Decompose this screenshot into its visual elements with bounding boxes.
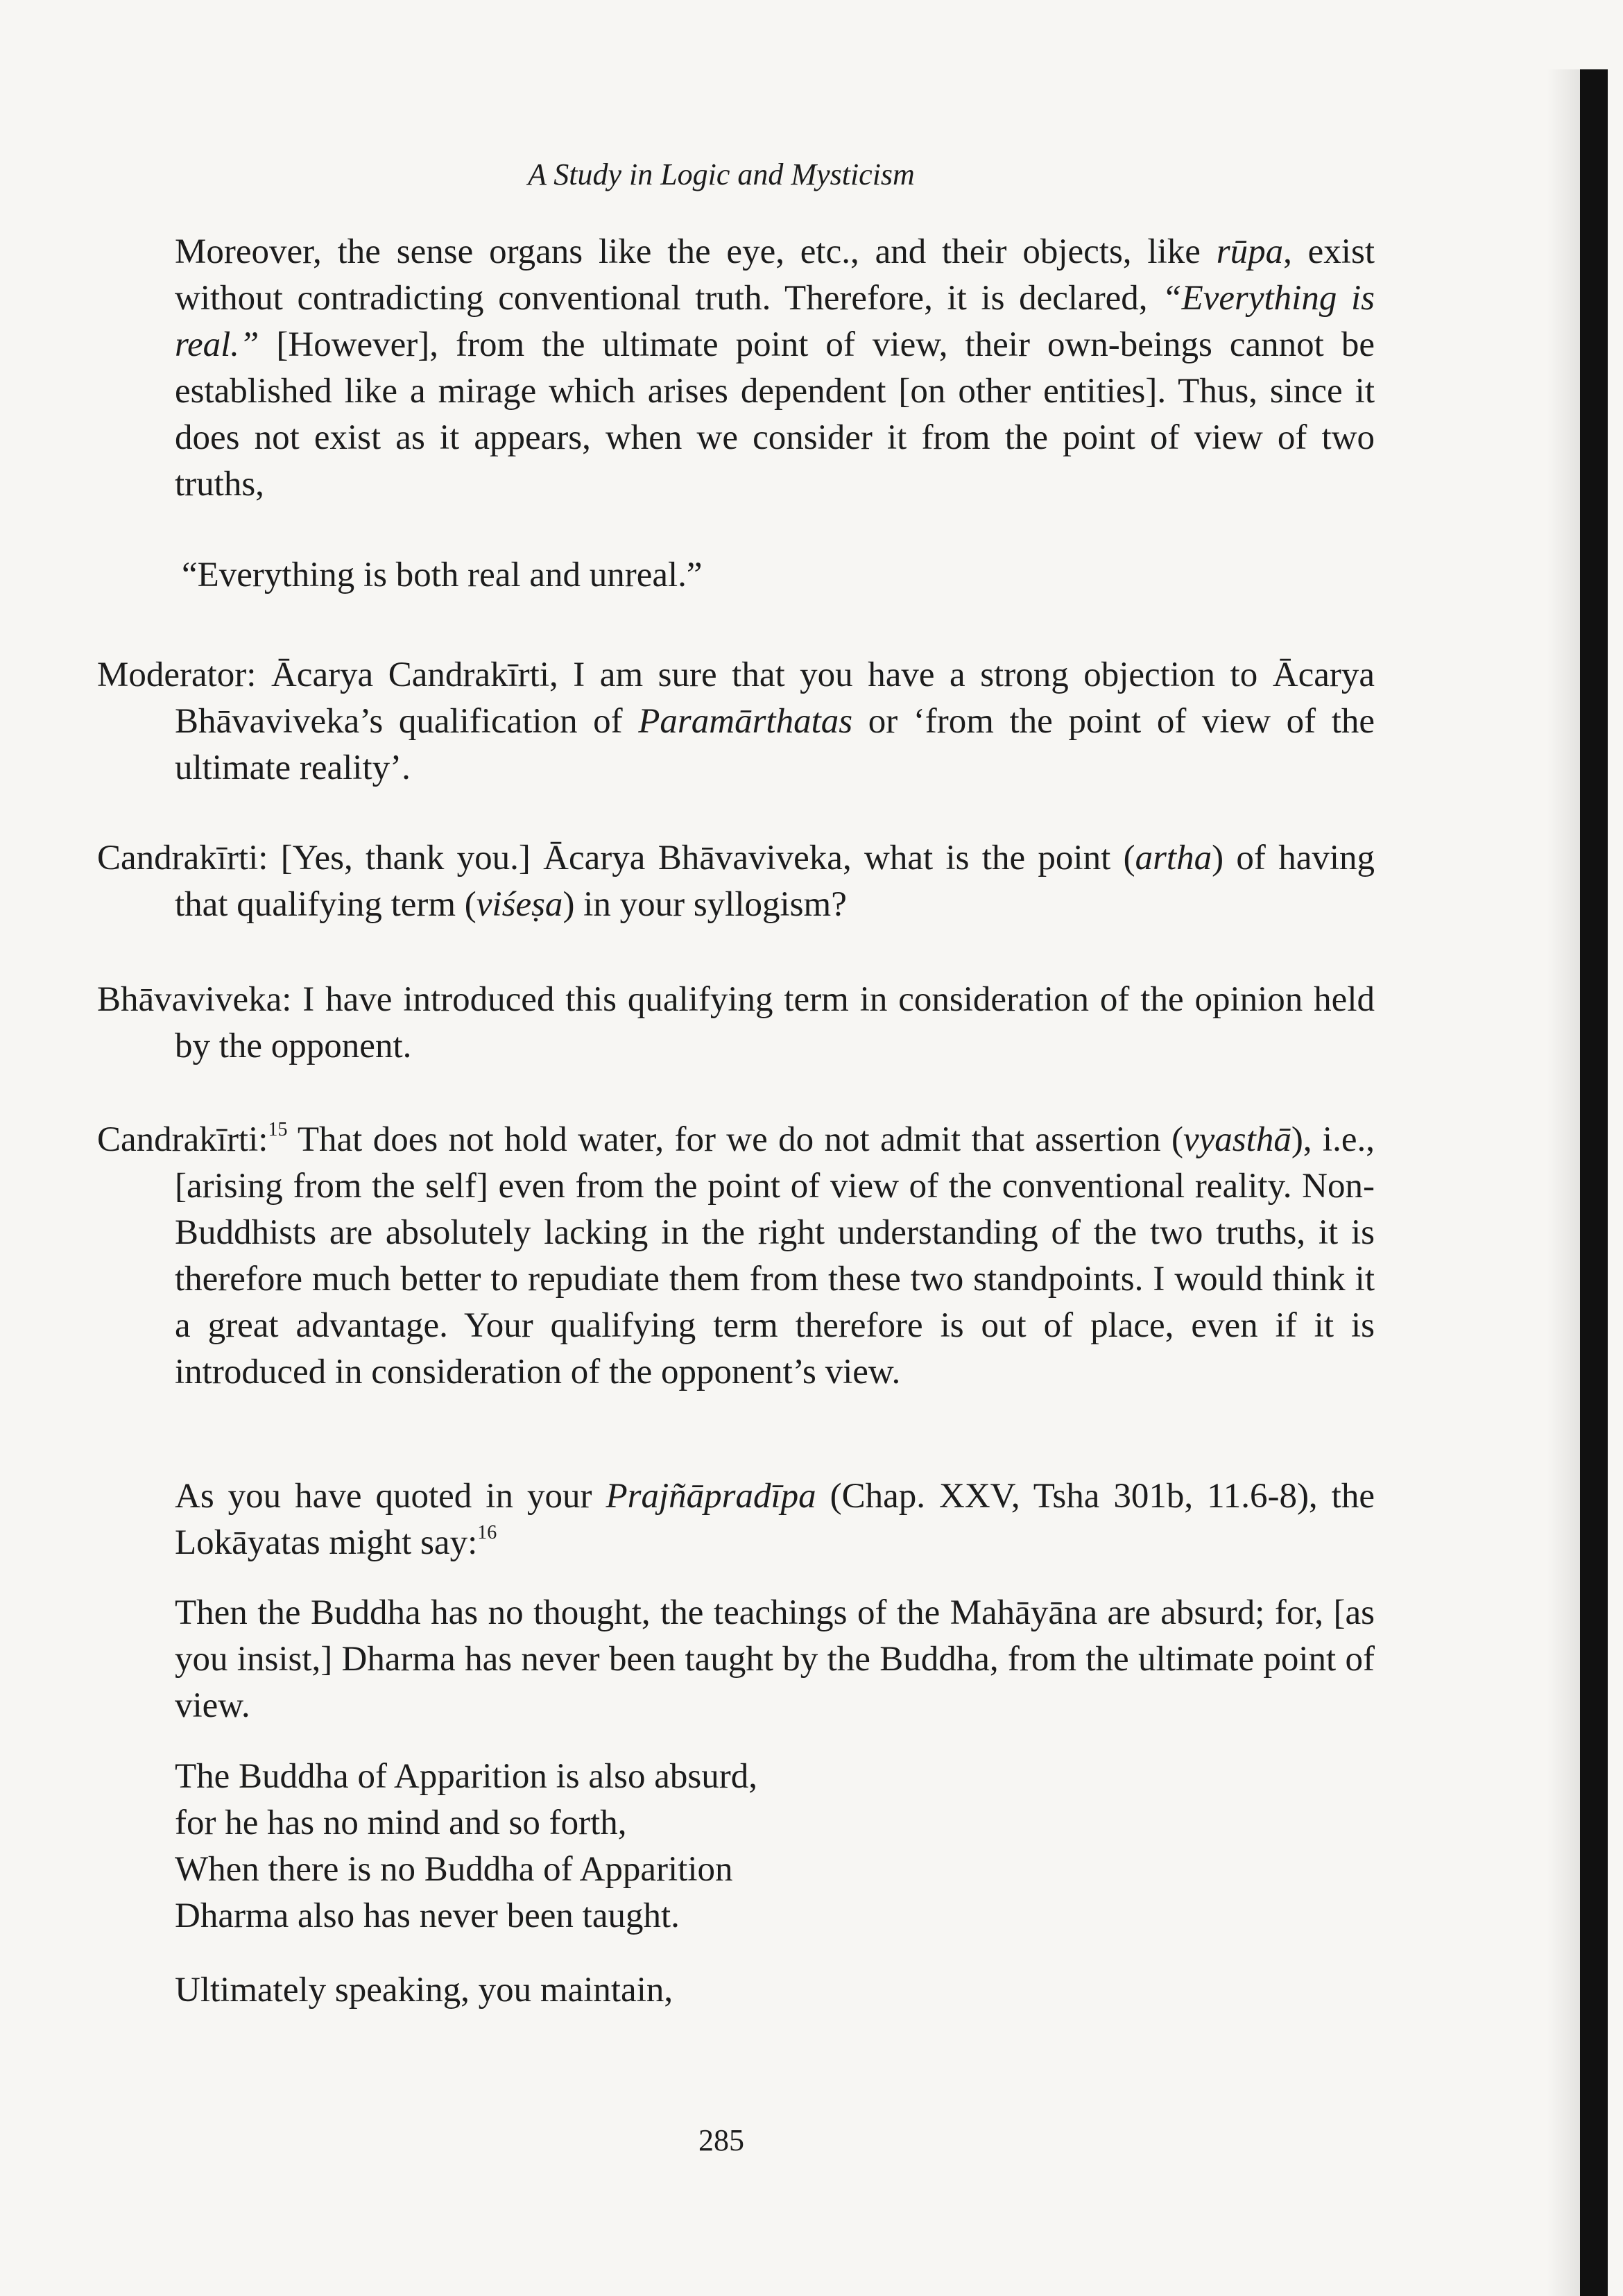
quote-real-and-unreal: “Everything is both real and unreal.” [182,556,703,594]
speech-candrakirti-1 [97,835,1375,928]
running-head: A Study in Logic and Mysticism [528,157,915,191]
text-run: I have introduced this qualifying term in consideration of the opinion held by the opponent. [175,980,1375,1065]
title-prajnapradipa: Prajñāpradīpa [606,1477,816,1516]
speech-moderator [97,652,1375,791]
paragraph-buddha-no-thought: Then the Buddha has no thought, the teachings of the Mahāyāna are absurd; for, [as you insist,] Dharma has never been taught by the Buddha, from the ultimate point of view. [175,1593,1375,1725]
text-run: or ‘from the point of view of the ultimate reality’. [175,702,1375,787]
text-run: ) in your syllogism? [563,885,847,924]
binding-shadow [1547,69,1580,2296]
speaker-label: Bhāvaviveka: [97,980,292,1019]
verse-block [175,1754,1375,1939]
binding-edge [1580,69,1608,2296]
verse-line: The Buddha of Apparition is also absurd, [175,1757,757,1796]
text-run: ), i.e., [arising from the self] even from the point of view of the conventional reality. Non-Buddhists are absolutely lacking in the right understanding of the two truths, it is therefore much better to repudiate them from these two standpoints. I would think it a great advantage. Your qualifying term therefore is out of place, even if it is introduced in consideration of the opponent’s view. [175,1120,1375,1391]
page-number: 285 [698,2123,744,2157]
term-rupa: rūpa [1216,232,1284,271]
speaker-label: Candrakīrti: [97,839,268,877]
text-run: That does not hold water, for we do not admit that assertion ( [287,1120,1184,1159]
text-run: As you have quoted in your [175,1477,606,1516]
speech-bhavaviveka [97,977,1375,1070]
paragraph-sense-organs [175,229,1375,508]
paragraph-ultimately: Ultimately speaking, you maintain, [175,1971,673,2010]
term-vyastha: vyasthā [1183,1120,1291,1159]
quote-everything-real: “Everything is real.” [175,279,1375,364]
text-run: (Chap. XXV, Tsha 301b, 11.6-8), the Lokāyatas might say: [175,1477,1375,1562]
text-run: , exist without contradicting conventional truth. Therefore, it is declared, [175,232,1375,318]
paragraph-prajnapradipa [175,1473,1375,1566]
term-paramarthatas: Paramārthatas [638,702,853,741]
verse-line: Dharma also has never been taught. [175,1896,680,1935]
text-run: Moreover, the sense organs like the eye, etc., and their objects, like [175,232,1217,271]
speaker-label: Moderator: [97,656,257,694]
verse-line: When there is no Buddha of Apparition [175,1850,733,1889]
text-run: Ācarya Candrakīrti, I am sure that you have a strong objection to Ācarya Bhāvaviveka’s qualification of [175,656,1375,741]
speaker-label: Candrakīrti: [97,1120,268,1159]
term-artha: artha [1135,839,1212,877]
text-run: [However], from the ultimate point of view, their own-beings cannot be established like a mirage which arises dependent [on other entities]. Thus, since it does not exist as it appears, when we consider it from the point of view of two truths, [175,325,1375,504]
text-run: ) of having that qualifying term ( [175,839,1375,924]
footnote-ref-15: 15 [268,1119,288,1140]
text-run: [Yes, thank you.] Ācarya Bhāvaviveka, what is the point ( [268,839,1135,877]
footnote-ref-16: 16 [477,1522,497,1543]
term-visesa: viśeṣa [476,885,563,924]
speech-candrakirti-2 [97,1117,1375,1396]
verse-line: for he has no mind and so forth, [175,1804,627,1842]
